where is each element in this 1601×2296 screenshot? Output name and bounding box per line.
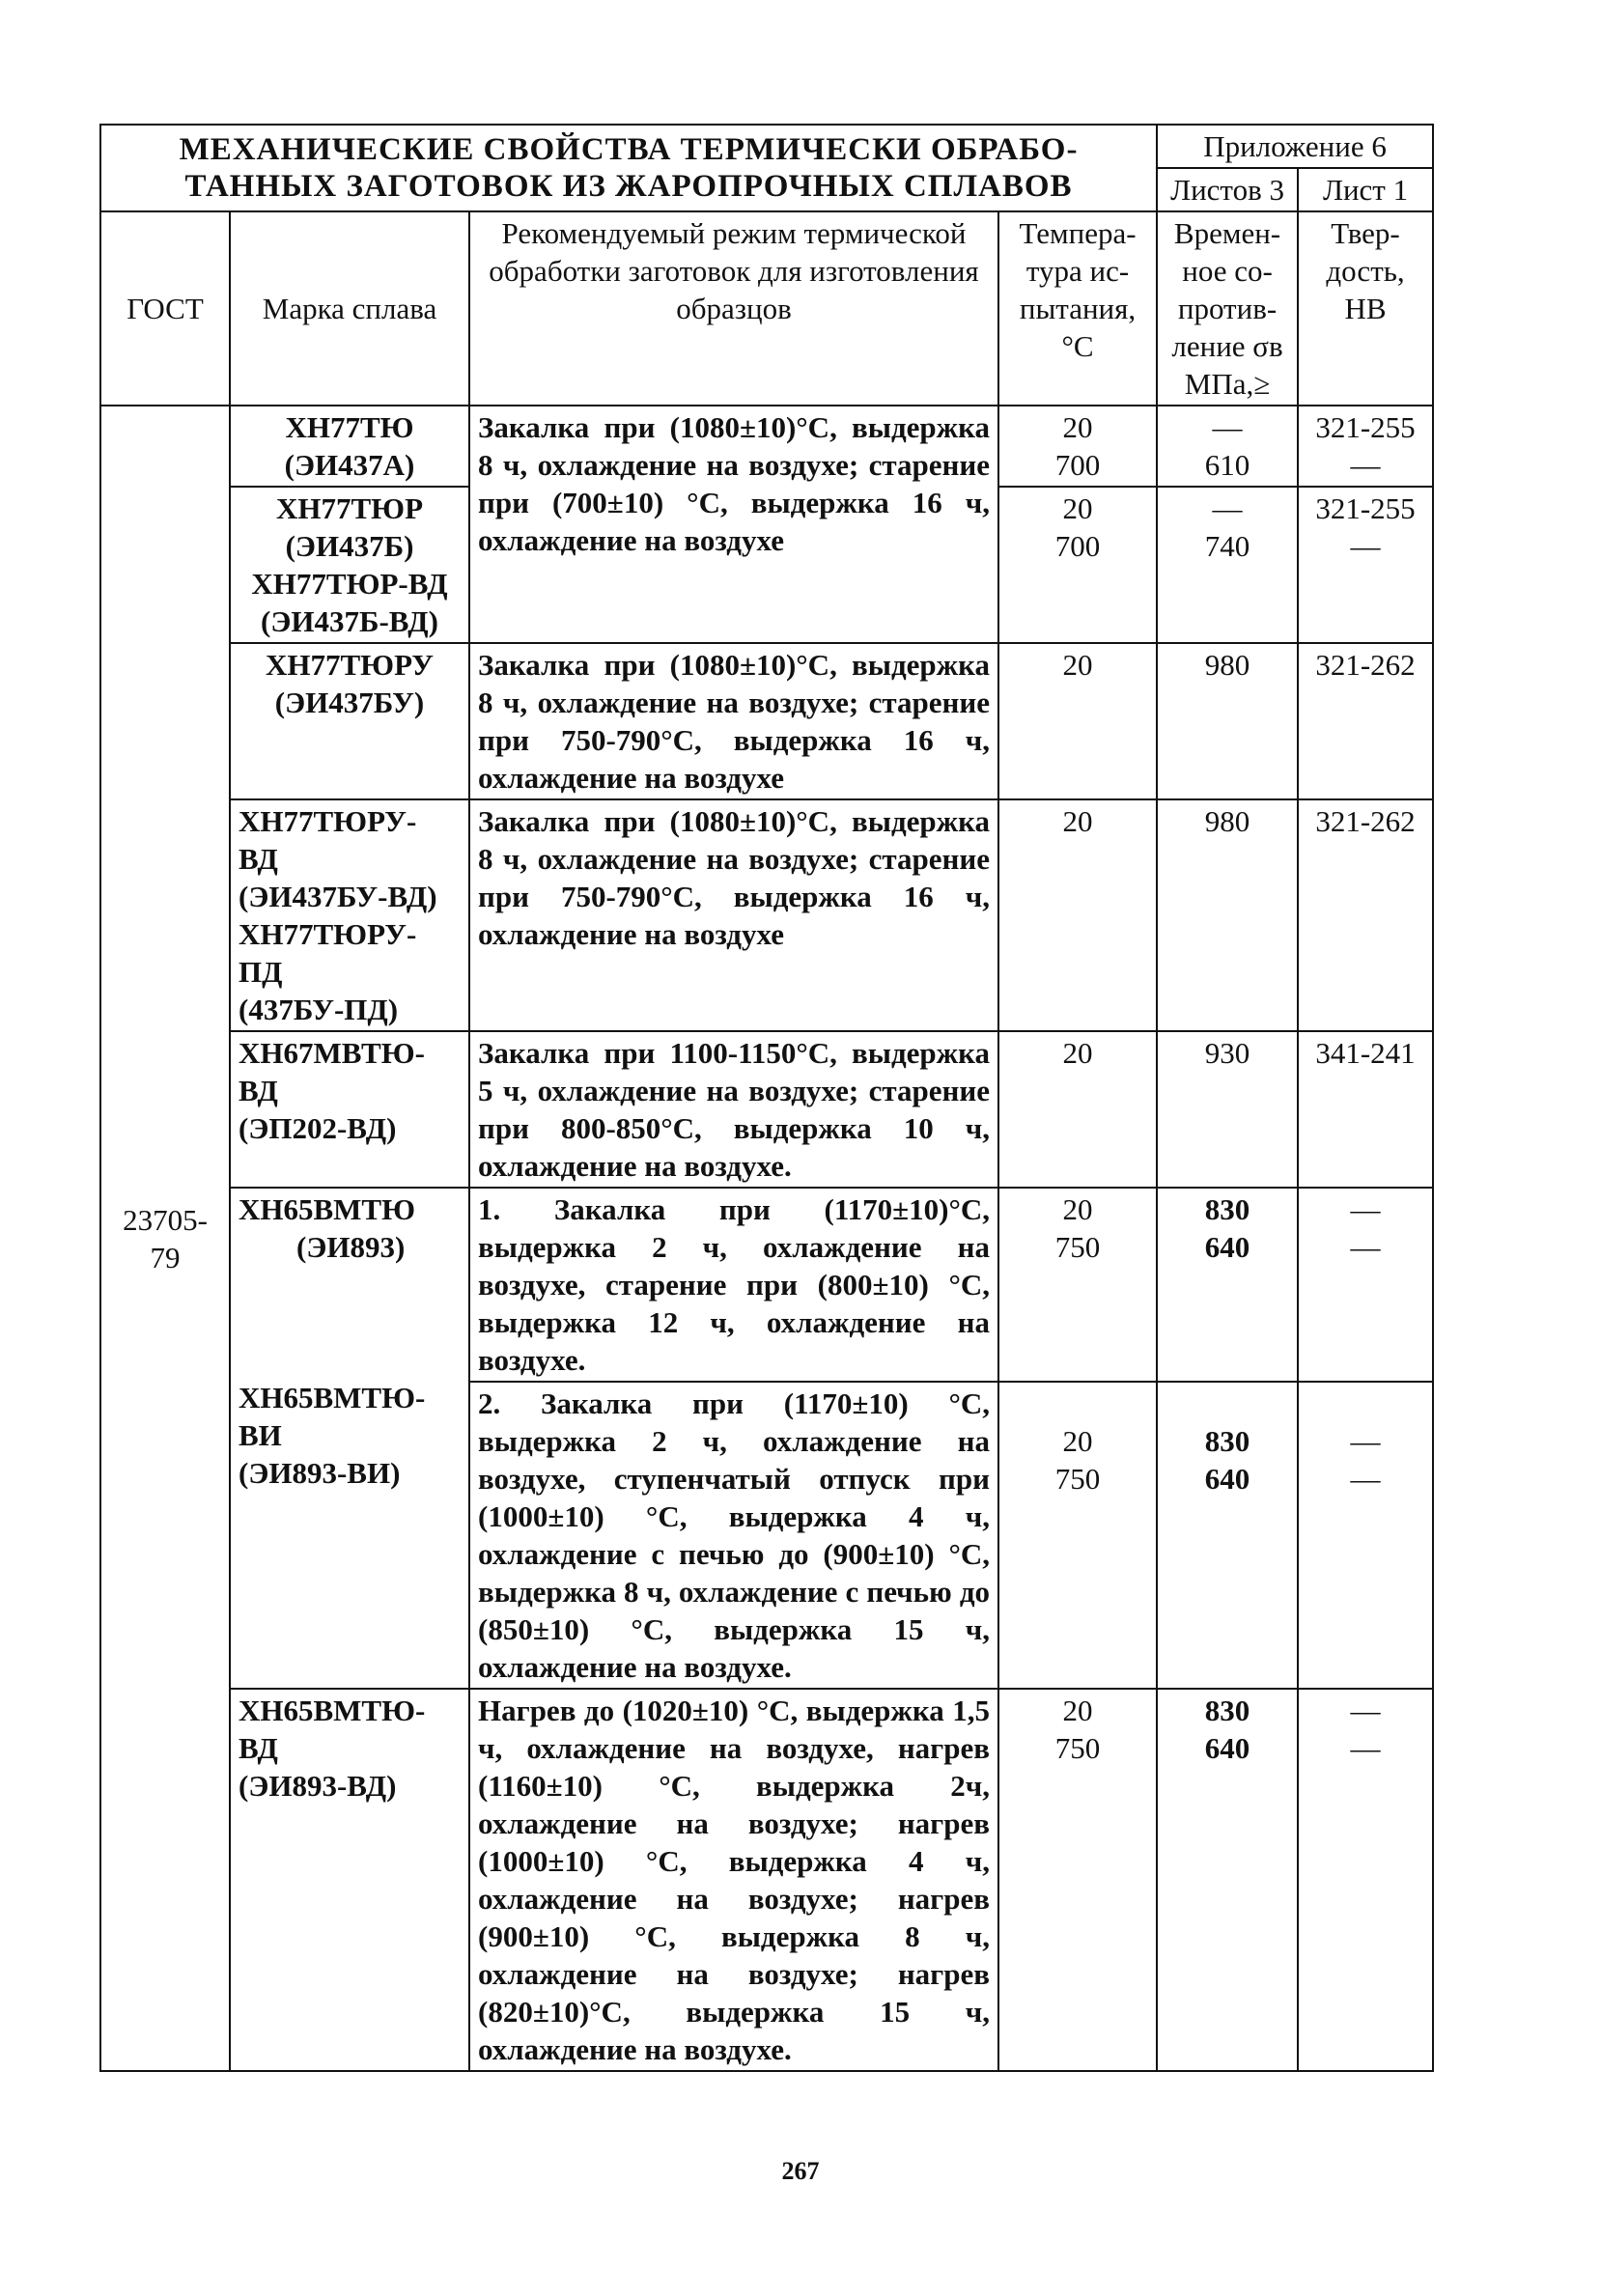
col-hardness: Твер-дость, НВ xyxy=(1298,211,1433,406)
table-row xyxy=(100,799,1433,1031)
strength-cell: 830 640 xyxy=(1157,1188,1298,1382)
page-number: 267 xyxy=(781,2157,820,2185)
properties-table xyxy=(99,124,1434,2072)
alloy-cell: ХН67МВТЮ- ВД (ЭП202-ВД) xyxy=(230,1031,469,1188)
strength-cell: 830 640 xyxy=(1157,1382,1298,1689)
temp-cell: 20 750 xyxy=(998,1689,1157,2071)
hardness-cell: — — xyxy=(1298,1382,1433,1689)
temp-cell: 20 xyxy=(998,643,1157,799)
temp-cell: 20 750 xyxy=(998,1188,1157,1382)
strength-cell: 930 xyxy=(1157,1031,1298,1188)
title-row xyxy=(100,125,1433,168)
col-mode: Рекомендуемый режим термической обработки заготовок для изготовления образцов xyxy=(469,211,998,406)
sheets-total: Листов 3 xyxy=(1157,168,1298,211)
mode-cell: Нагрев до (1020±10) °С, выдержка 1,5 ч, охлаждение на воздухе, нагрев (1160±10) °С, выдержка 2ч, охлаждение на воздухе; нагрев (1000±10) °С, выдержка 4 ч, охлаждение на воздухе; нагрев (900±10) °С, выдержка 8 ч, охлаждение на воздухе; нагрев (820±10)°С, выдержка 15 ч, охлаждение на воздухе. xyxy=(469,1689,998,2071)
table-row xyxy=(100,406,1433,487)
document-title: МЕХАНИЧЕСКИЕ СВОЙСТВА ТЕРМИЧЕСКИ ОБРАБО- ТАННЫХ ЗАГОТОВОК ИЗ ЖАРОПРОЧНЫХ СПЛАВОВ xyxy=(100,125,1157,211)
col-temp: Темпера-тура ис-пытания, °С xyxy=(998,211,1157,406)
strength-cell: — 740 xyxy=(1157,487,1298,643)
table-row xyxy=(100,1188,1433,1382)
mode-cell: Закалка при (1080±10)°С, выдержка 8 ч, охлаждение на воздухе; старение при (700±10) °С, выдержка 16 ч, охлаждение на воздухе xyxy=(469,406,998,643)
alloy-cell: ХН77ТЮР (ЭИ437Б) ХН77ТЮР-ВД (ЭИ437Б-ВД) xyxy=(230,487,469,643)
appendix-label: Приложение 6 xyxy=(1157,125,1433,168)
table-row xyxy=(100,1031,1433,1188)
temp-cell: 20 xyxy=(998,799,1157,1031)
strength-cell: 830 640 xyxy=(1157,1689,1298,2071)
temp-cell: 20 700 xyxy=(998,406,1157,487)
strength-cell: 980 xyxy=(1157,643,1298,799)
mode-cell: Закалка при 1100-1150°С, выдержка 5 ч, охлаждение на воздухе; старение при 800-850°С, выдержка 10 ч, охлаждение на воздухе. xyxy=(469,1031,998,1188)
mode-cell: Закалка при (1080±10)°С, выдержка 8 ч, охлаждение на воздухе; старение при 750-790°С, выдержка 16 ч, охлаждение на воздухе xyxy=(469,643,998,799)
strength-cell: — 610 xyxy=(1157,406,1298,487)
hardness-cell: 321-262 xyxy=(1298,643,1433,799)
temp-cell: 20 750 xyxy=(998,1382,1157,1689)
alloy-cell: ХН65ВМТЮ (ЭИ893) ХН65ВМТЮ- ВИ (ЭИ893-ВИ) xyxy=(230,1188,469,1689)
col-alloy: Марка сплава xyxy=(230,211,469,406)
sheet-number: Лист 1 xyxy=(1298,168,1433,211)
mode-cell: 2. Закалка при (1170±10) °С, выдержка 2 ч, охлаждение на воздухе, ступенчатый отпуск при (1000±10) °С, выдержка 4 ч, охлаждение с печью до (900±10) °С, выдержка 8 ч, охлаждение с печью до (850±10) °С, выдержка 15 ч, охлаждение на воздухе. xyxy=(469,1382,998,1689)
alloy-cell: ХН65ВМТЮ- ВД (ЭИ893-ВД) xyxy=(230,1689,469,2071)
table-row xyxy=(100,643,1433,799)
strength-cell: 980 xyxy=(1157,799,1298,1031)
mode-cell: Закалка при (1080±10)°С, выдержка 8 ч, охлаждение на воздухе; старение при 750-790°С, выдержка 16 ч, охлаждение на воздухе xyxy=(469,799,998,1031)
alloy-cell: ХН77ТЮРУ (ЭИ437БУ) xyxy=(230,643,469,799)
alloy-cell: ХН77ТЮРУ- ВД (ЭИ437БУ-ВД) ХН77ТЮРУ- ПД (437БУ-ПД) xyxy=(230,799,469,1031)
temp-cell: 20 700 xyxy=(998,487,1157,643)
hardness-cell: 341-241 xyxy=(1298,1031,1433,1188)
temp-cell: 20 xyxy=(998,1031,1157,1188)
alloy-cell: ХН77ТЮ (ЭИ437А) xyxy=(230,406,469,487)
gost-number: 23705-79 xyxy=(100,406,230,2071)
hardness-cell: 321-255 — xyxy=(1298,487,1433,643)
hardness-cell: 321-255 — xyxy=(1298,406,1433,487)
hardness-cell: 321-262 xyxy=(1298,799,1433,1031)
hardness-cell: — — xyxy=(1298,1689,1433,2071)
hardness-cell: — — xyxy=(1298,1188,1433,1382)
table-row xyxy=(100,1689,1433,2071)
column-header-row xyxy=(100,211,1433,406)
col-strength: Времен-ное со-против-ление σв МПа,≥ xyxy=(1157,211,1298,406)
mode-cell: 1. Закалка при (1170±10)°С, выдержка 2 ч, охлаждение на воздухе, старение при (800±10) °С, выдержка 12 ч, охлаждение на воздухе. xyxy=(469,1188,998,1382)
col-gost: ГОСТ xyxy=(100,211,230,406)
